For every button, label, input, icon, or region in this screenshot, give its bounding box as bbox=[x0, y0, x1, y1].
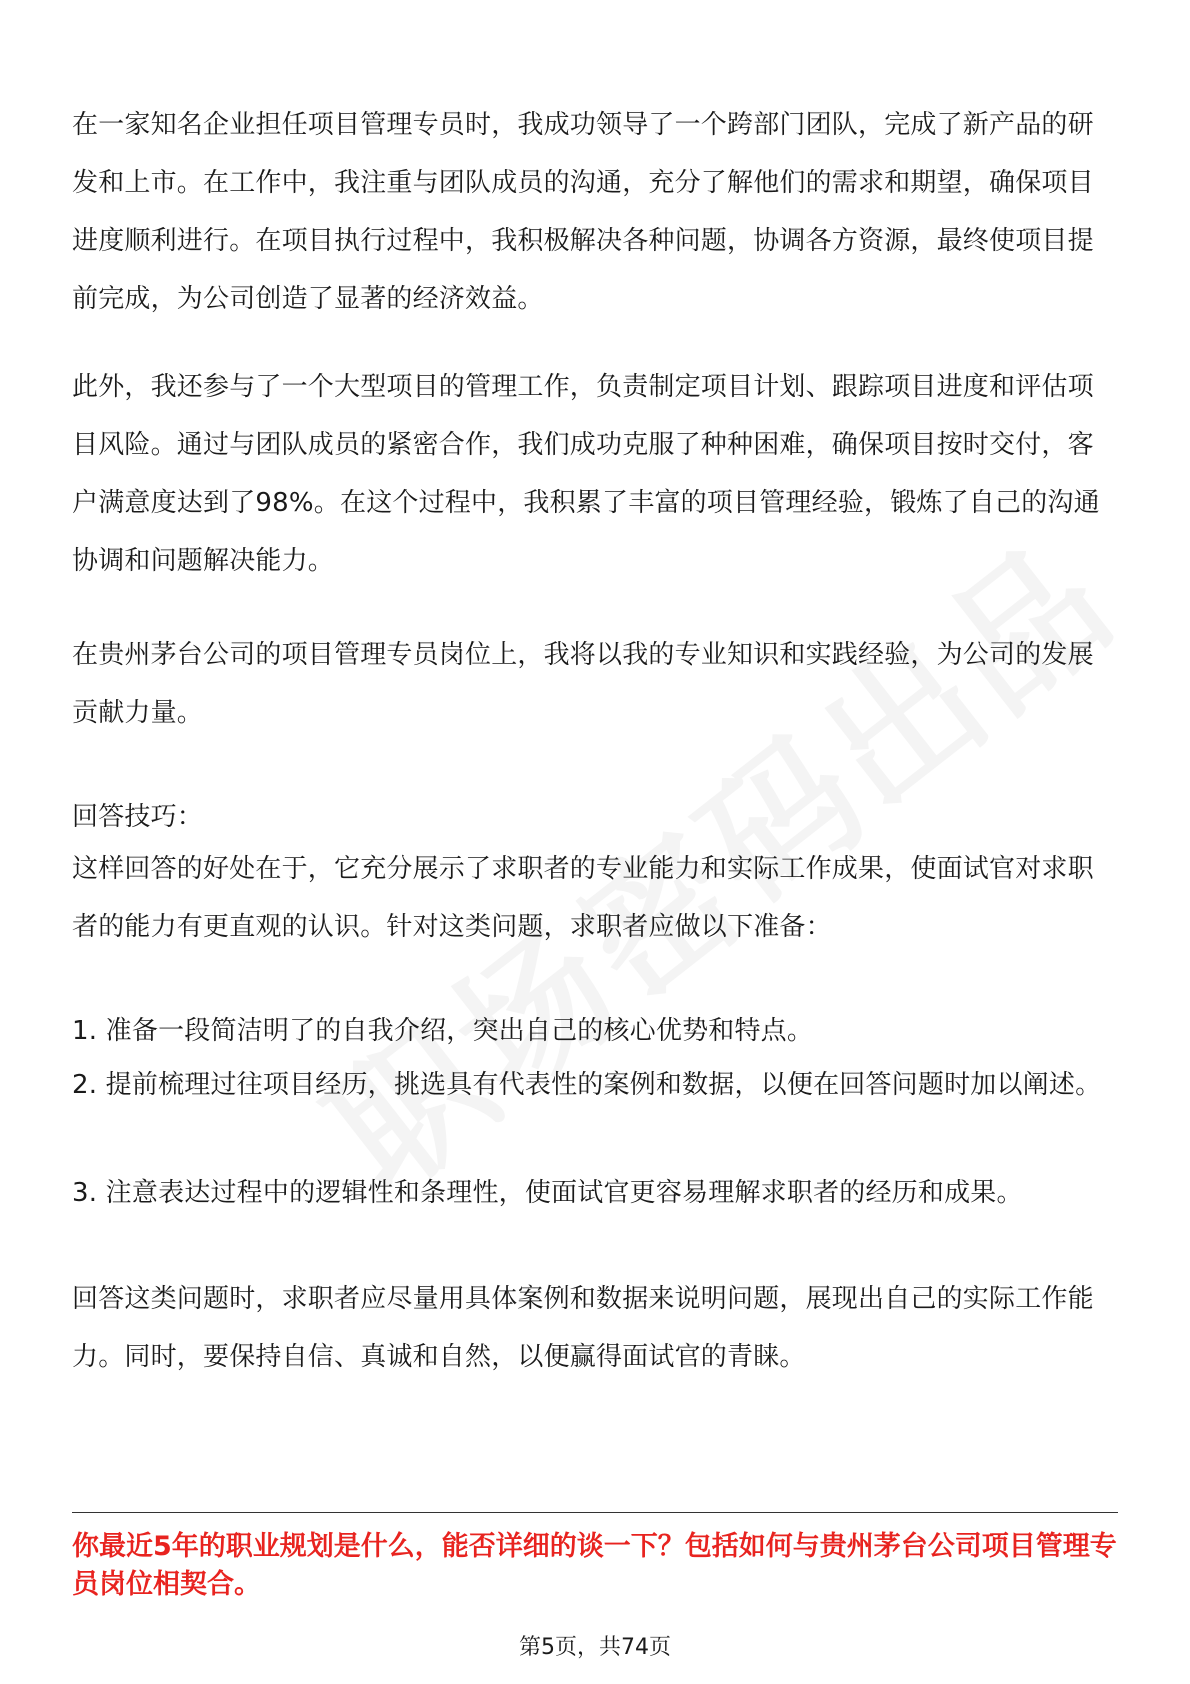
document-page bbox=[72, 0, 1118, 1684]
paragraph-contribution: 在贵州茅台公司的项目管理专员岗位上，我将以我的专业知识和实践经验，为公司的发展贡献力量。 bbox=[72, 640, 1094, 728]
list-item-1: 1. 准备一段简洁明了的自我介绍，突出自己的核心优势和特点。 bbox=[72, 1016, 814, 1046]
paragraph-summary: 回答这类问题时，求职者应尽量用具体案例和数据来说明问题，展现出自己的实际工作能力。同时，要保持自信、真诚和自然，以便赢得面试官的青睐。 bbox=[72, 1284, 1094, 1372]
page-number: 第5页，共74页 bbox=[519, 1635, 671, 1660]
next-question: 你最近5年的职业规划是什么，能否详细的谈一下？包括如何与贵州茅台公司项目管理专员岗位相契合。 bbox=[72, 1531, 1117, 1600]
list-item-2: 2. 提前梳理过往项目经历，挑选具有代表性的案例和数据，以便在回答问题时加以阐述。 bbox=[72, 1070, 1102, 1100]
divider bbox=[72, 1512, 1118, 1513]
list-item-3: 3. 注意表达过程中的逻辑性和条理性，使面试官更容易理解求职者的经历和成果。 bbox=[72, 1178, 1023, 1208]
paragraph-project-experience: 在一家知名企业担任项目管理专员时，我成功领导了一个跨部门团队，完成了新产品的研发和上市。在工作中，我注重与团队成员的沟通，充分了解他们的需求和期望，确保项目进度顺利进行。在项目执行过程中，我积极解决各种问题，协调各方资源，最终使项目提前完成，为公司创造了显著的经济效益。 bbox=[72, 110, 1094, 314]
tips-heading: 回答技巧： bbox=[72, 802, 204, 832]
paragraph-large-project: 此外，我还参与了一个大型项目的管理工作，负责制定项目计划、跟踪项目进度和评估项目风险。通过与团队成员的紧密合作，我们成功克服了种种困难，确保项目按时交付，客户满意度达到了98%。在这个过程中，我积累了丰富的项目管理经验，锻炼了自己的沟通协调和问题解决能力。 bbox=[72, 372, 1100, 576]
paragraph-tips: 这样回答的好处在于，它充分展示了求职者的专业能力和实际工作成果，使面试官对求职者的能力有更直观的认识。针对这类问题，求职者应做以下准备： bbox=[72, 854, 1094, 942]
